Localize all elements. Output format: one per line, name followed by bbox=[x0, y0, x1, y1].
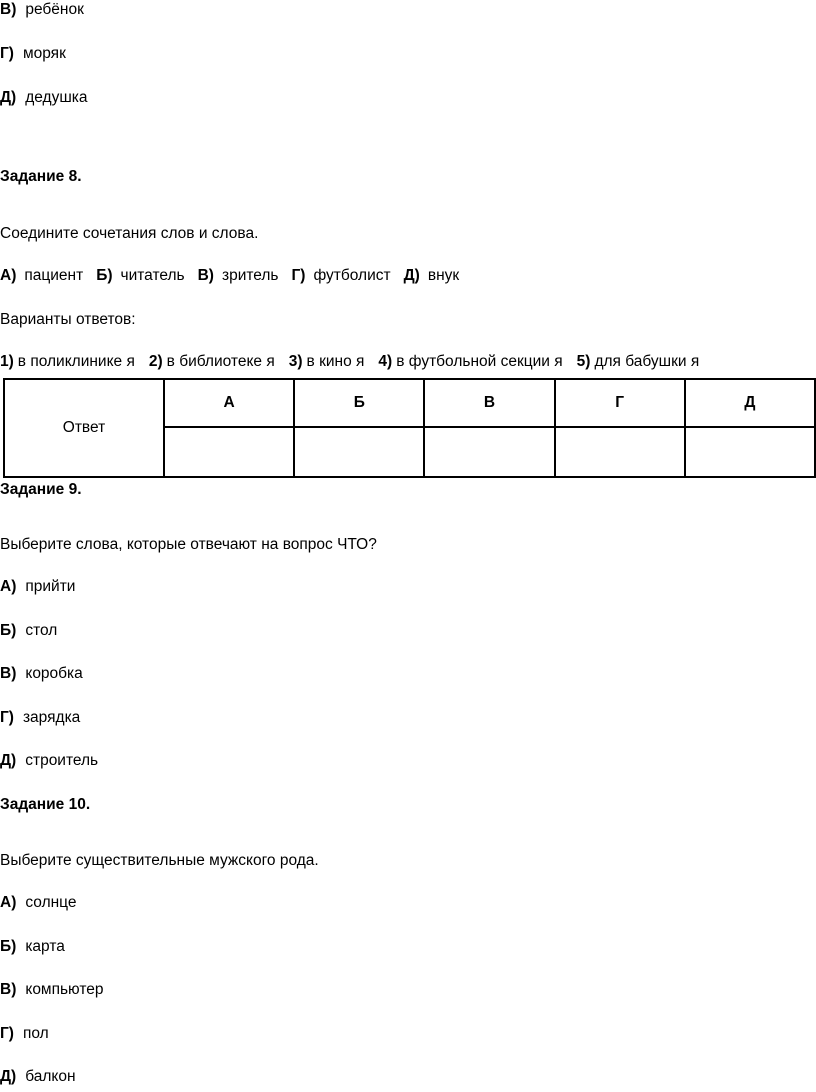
option-item: В) коробка bbox=[0, 665, 83, 682]
option-item: Г) моряк bbox=[0, 45, 66, 62]
answer-cell-v[interactable] bbox=[424, 427, 554, 477]
answer-cell-g[interactable] bbox=[555, 427, 685, 477]
option-item: А) прийти bbox=[0, 578, 76, 595]
option-item: А) солнце bbox=[0, 894, 77, 911]
task-9-instruction: Выберите слова, которые отвечают на вопрос ЧТО? bbox=[0, 536, 377, 553]
task-10-instruction: Выберите существительные мужского рода. bbox=[0, 852, 319, 869]
option-item: Б) карта bbox=[0, 938, 65, 955]
answer-cell-a[interactable] bbox=[164, 427, 294, 477]
answer-header-g: Г bbox=[555, 379, 685, 427]
task-10-title: Задание 10. bbox=[0, 796, 91, 813]
word-item: В) зритель bbox=[197, 267, 279, 284]
option-item: Б) стол bbox=[0, 622, 58, 639]
variant-item: 2) в библиотеке я bbox=[148, 353, 275, 370]
answer-row-label: Ответ bbox=[4, 379, 164, 477]
variant-item: 1) в поликлинике я bbox=[0, 353, 135, 370]
answer-table bbox=[3, 378, 816, 478]
task-8-instruction: Соедините сочетания слов и слова. bbox=[0, 225, 259, 242]
answer-header-v: В bbox=[424, 379, 554, 427]
answer-cell-b[interactable] bbox=[294, 427, 424, 477]
word-item: А) пациент bbox=[0, 267, 84, 284]
variant-item: 5) для бабушки я bbox=[576, 353, 700, 370]
task-8-title: Задание 8. bbox=[0, 168, 82, 185]
answer-header-d: Д bbox=[685, 379, 815, 427]
option-item: В) ребёнок bbox=[0, 1, 84, 18]
answer-header-a: А bbox=[164, 379, 294, 427]
option-item: Д) дедушка bbox=[0, 89, 88, 106]
option-item: Д) строитель bbox=[0, 752, 99, 769]
variant-item: 3) в кино я bbox=[288, 353, 365, 370]
option-item: Г) пол bbox=[0, 1025, 49, 1042]
variants-label: Варианты ответов: bbox=[0, 311, 136, 328]
option-item: В) компьютер bbox=[0, 981, 104, 998]
task-8-words bbox=[0, 266, 472, 286]
answer-header-b: Б bbox=[294, 379, 424, 427]
word-item: Г) футболист bbox=[291, 267, 391, 284]
variant-item: 4) в футбольной секции я bbox=[378, 353, 563, 370]
option-item: Д) балкон bbox=[0, 1068, 76, 1085]
word-item: Б) читатель bbox=[96, 267, 185, 284]
option-item: Г) зарядка bbox=[0, 709, 81, 726]
word-item: Д) внук bbox=[403, 267, 460, 284]
task-9-title: Задание 9. bbox=[0, 481, 82, 498]
task-8-variants bbox=[0, 352, 713, 372]
answer-cell-d[interactable] bbox=[685, 427, 815, 477]
